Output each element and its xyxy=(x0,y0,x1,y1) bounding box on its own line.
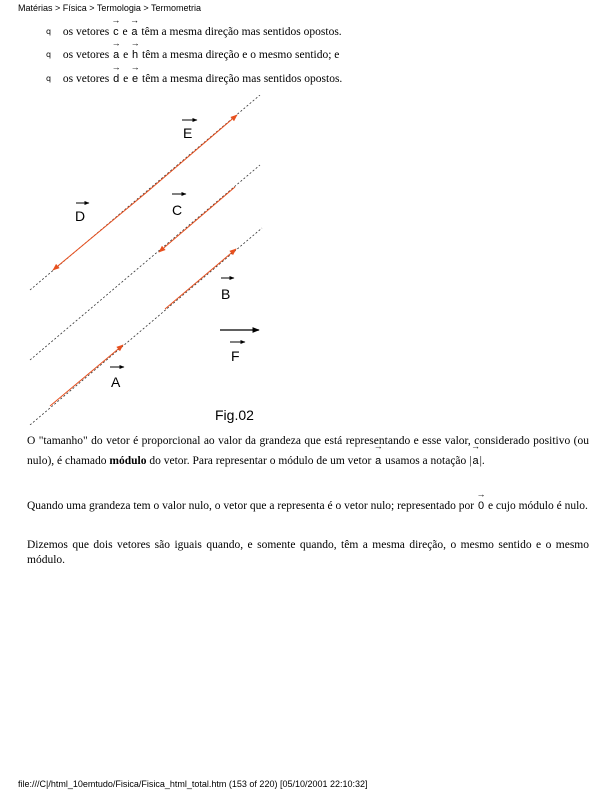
breadcrumb: Matérias > Física > Termologia > Termometria xyxy=(18,3,201,13)
vector-symbol: → e xyxy=(131,72,139,86)
vector-diagram xyxy=(25,95,285,425)
vector-symbol: → a xyxy=(374,451,382,471)
bullet-conjunction: e xyxy=(122,26,128,38)
label-c: C xyxy=(172,202,183,218)
bullet-item-2 xyxy=(46,48,339,62)
bullet-marker: q xyxy=(46,50,52,59)
dashed-line-3 xyxy=(30,228,262,425)
vector-symbol: → h xyxy=(131,48,139,62)
bullet-suffix: têm a mesma direção mas sentidos opostos. xyxy=(141,26,342,38)
vector-symbol: → d xyxy=(112,72,120,86)
paragraph-text: usamos a notação | xyxy=(385,455,472,467)
bullet-item-3 xyxy=(46,72,342,86)
paragraph-text: O "tamanho" do vetor é proporcional ao valor da grandeza que está representando e esse valor, considerado positivo (ou nulo), é chamado xyxy=(27,435,589,467)
vector-symbol: → a xyxy=(130,25,138,39)
paragraph-vetor-nulo xyxy=(27,499,589,514)
vector-symbol: → a xyxy=(112,48,120,62)
vector-c xyxy=(159,187,235,252)
file-path-footer: file:///C|/html_10emtudo/Fisica/Fisica_html_total.htm (153 of 220) [05/10/2001 22:10:32] xyxy=(18,779,368,789)
vector-symbol: → 0 xyxy=(477,499,485,514)
bullet-suffix: têm a mesma direção mas sentidos opostos. xyxy=(142,73,343,85)
paragraph-text: |. xyxy=(479,455,485,467)
vector-symbol: → c xyxy=(112,25,120,39)
bullet-conjunction: e xyxy=(123,49,129,61)
vector-symbol: → a xyxy=(471,451,479,471)
label-b: B xyxy=(221,286,231,302)
bullet-item-1 xyxy=(46,25,342,39)
vector-d xyxy=(53,192,147,270)
paragraph-vetores-iguais: Dizemos que dois vetores são iguais quando, e somente quando, têm a mesma direção, o mesmo sentido e o mesmo módulo. xyxy=(27,539,589,566)
bullet-marker: q xyxy=(46,74,52,83)
bold-term: módulo xyxy=(109,455,147,467)
label-d: D xyxy=(75,208,86,224)
bullet-conjunction: e xyxy=(123,73,129,85)
paragraph-modulo xyxy=(27,431,589,471)
bullet-prefix: os vetores xyxy=(62,73,110,85)
label-e: E xyxy=(183,125,193,141)
paragraph-text: Quando uma grandeza tem o valor nulo, o vetor que a representa é o vetor nulo; representado por xyxy=(27,500,475,512)
bullet-prefix: os vetores xyxy=(62,49,110,61)
label-a: A xyxy=(111,374,121,390)
bullet-prefix: os vetores xyxy=(62,26,110,38)
label-f: F xyxy=(231,348,240,364)
bullet-suffix: têm a mesma direção e o mesmo sentido; e xyxy=(142,49,340,61)
paragraph-text: e cujo módulo é nulo. xyxy=(487,500,588,512)
figure-caption: Fig.02 xyxy=(215,407,254,423)
paragraph-text: do vetor. Para representar o módulo de um vetor xyxy=(149,455,372,467)
bullet-marker: q xyxy=(46,27,52,36)
